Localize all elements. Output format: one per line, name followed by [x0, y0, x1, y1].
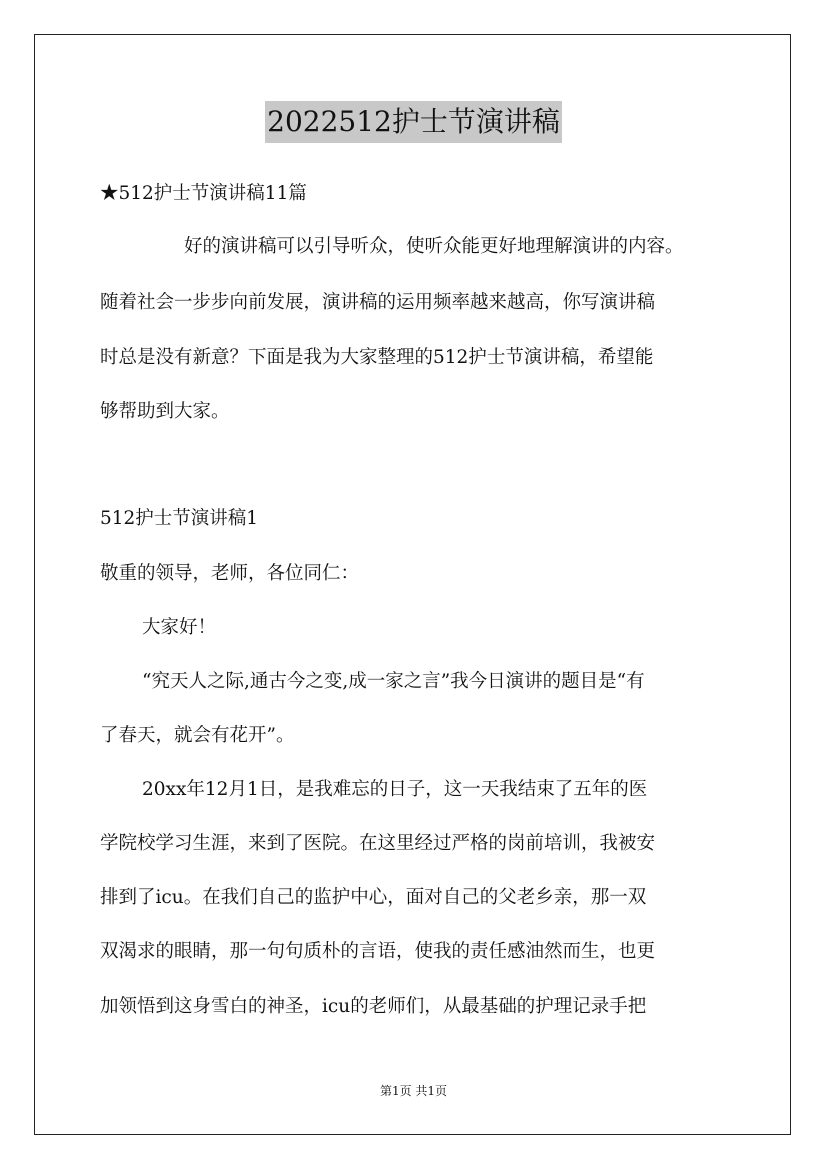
paragraph-line: 了春天，就会有花开”。: [100, 725, 295, 746]
paragraph-line: 双渴求的眼睛，那一句句质朴的言语，使我的责任感油然而生，也更: [100, 941, 656, 962]
paragraph-line: 随着社会一步步向前发展，演讲稿的运用频率越来越高，你写演讲稿: [100, 292, 656, 313]
title-container: [0, 101, 827, 143]
section-heading: 512护士节演讲稿1: [100, 508, 259, 529]
paragraph-line: 够帮助到大家。: [100, 401, 230, 422]
page-number: 第1页 共1页: [379, 1084, 448, 1098]
paragraph-line: 时总是没有新意？下面是我为大家整理的512护士节演讲稿，希望能: [100, 347, 654, 368]
paragraph-line: 学院校学习生涯，来到了医院。在这里经过严格的岗前培训，我被安: [100, 833, 656, 854]
paragraph-line: 加领悟到这身雪白的神圣，icu的老师们，从最基础的护理记录手把: [100, 996, 647, 1017]
paragraph-line: 20xx年12月1日，是我难忘的日子，这一天我结束了五年的医: [142, 779, 648, 800]
paragraph-line: 好的演讲稿可以引导听众，使听众能更好地理解演讲的内容。: [184, 236, 684, 257]
document-title: 2022512护士节演讲稿: [265, 101, 562, 143]
subtitle: ★512护士节演讲稿11篇: [100, 183, 307, 204]
paragraph-line: 排到了icu。在我们自己的监护中心，面对自己的父老乡亲，那一双: [100, 887, 647, 908]
paragraph-line: “究天人之际,通古今之变,成一家之言”我今日演讲的题目是“有: [142, 671, 645, 692]
salutation: 敬重的领导，老师，各位同仁：: [100, 563, 360, 584]
greeting: 大家好！: [142, 617, 217, 638]
